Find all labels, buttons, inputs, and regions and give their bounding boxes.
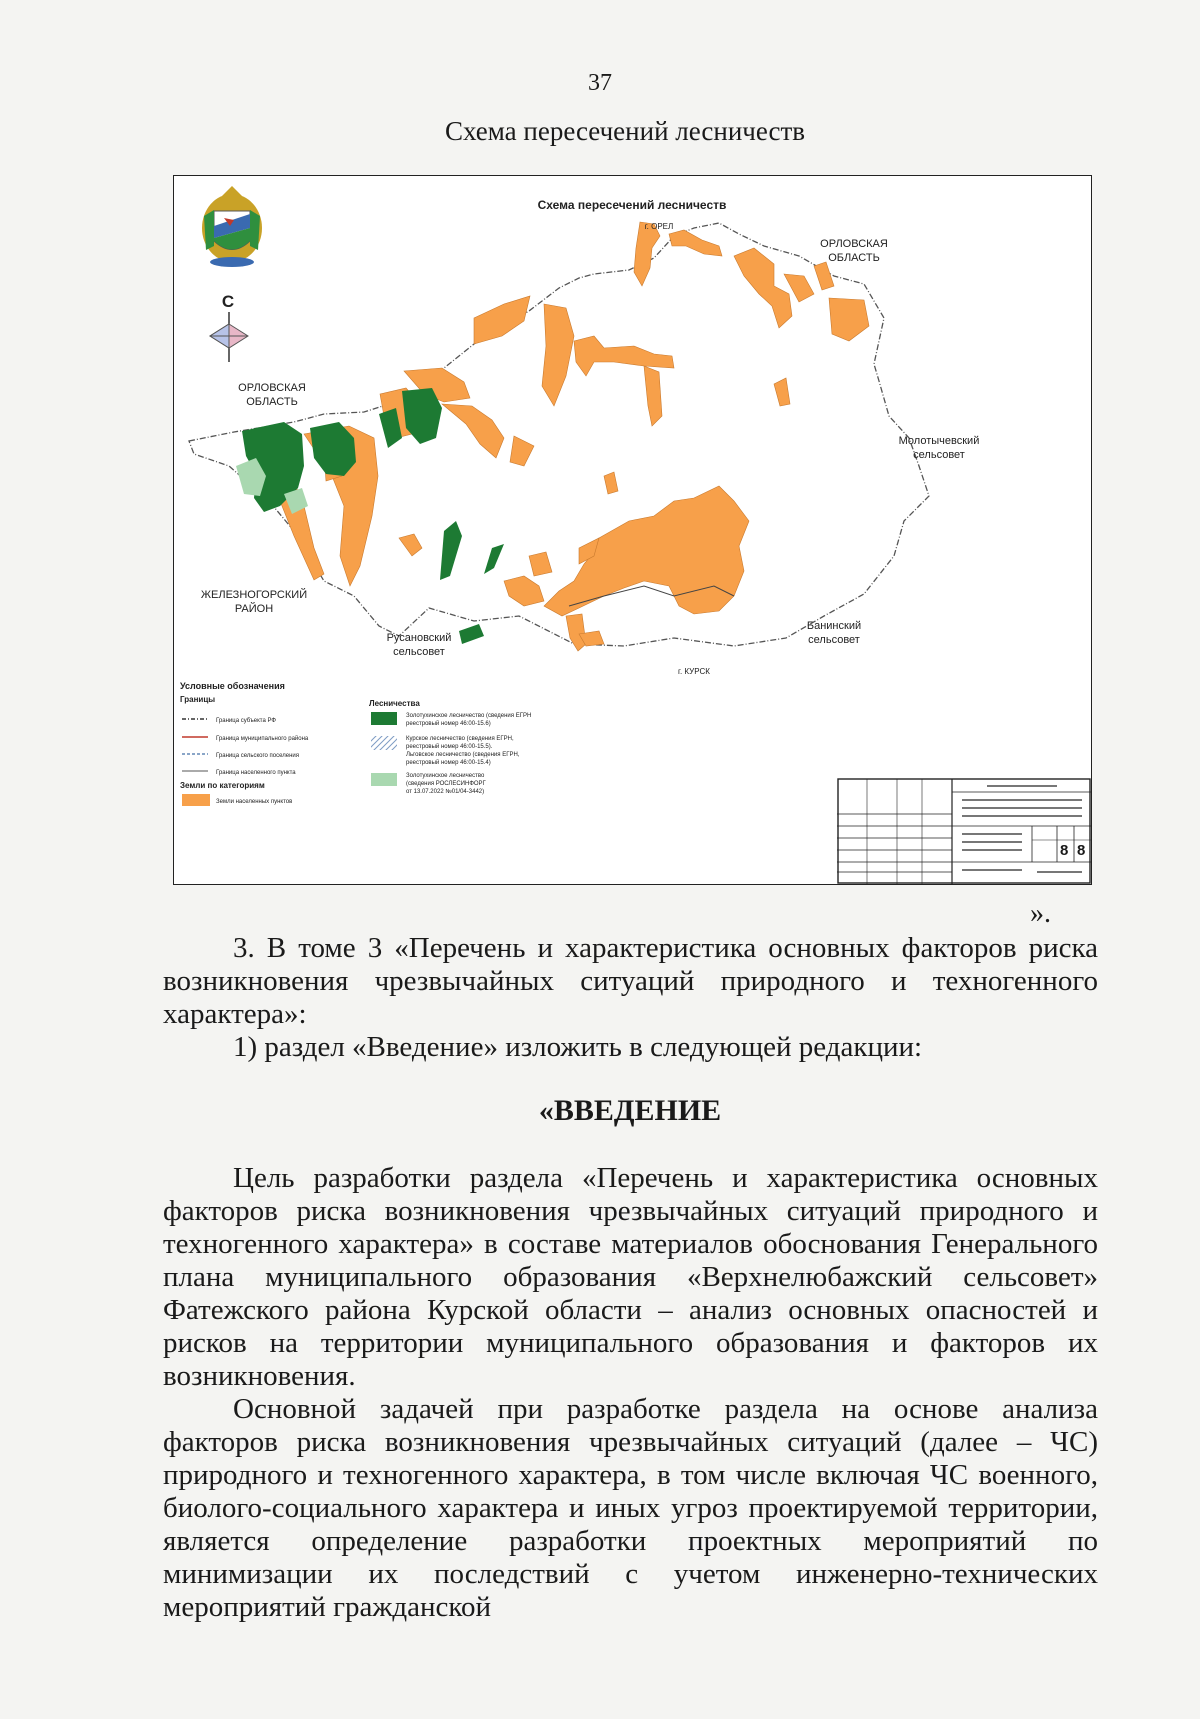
amendment-item: 1) раздел «Введение» изложить в следующей редакции:	[233, 1031, 923, 1063]
label-rusanovsky: Русановский	[386, 632, 452, 644]
svg-text:Золотухинское лесничество: Золотухинское лесничество	[406, 773, 485, 779]
label-molotychevsky: Молотычевский	[898, 435, 980, 447]
label-orel-region-top: ОРЛОВСКАЯ	[820, 238, 888, 250]
svg-text:от 13.07.2022 №01/04-3442): от 13.07.2022 №01/04-3442)	[406, 789, 485, 795]
svg-text:сельсовет: сельсовет	[393, 646, 445, 658]
svg-text:реестровый номер 46:00-15.5).: реестровый номер 46:00-15.5).	[406, 744, 493, 750]
label-city-kursk: г. КУРСК	[678, 667, 710, 676]
svg-text:ОБЛАСТЬ: ОБЛАСТЬ	[246, 396, 298, 408]
drawing-title-block	[837, 778, 1091, 884]
page-number: 37	[588, 70, 612, 96]
svg-text:(сведения РОСЛЕСИНФОРГ: (сведения РОСЛЕСИНФОРГ	[406, 781, 486, 787]
svg-text:ОБЛАСТЬ: ОБЛАСТЬ	[828, 252, 880, 264]
label-orel-region-left: ОРЛОВСКАЯ	[238, 382, 306, 394]
map-title: Схема пересечений лесничеств	[537, 198, 727, 212]
stamp-sheet-count: 8	[1077, 842, 1086, 859]
svg-text:С: С	[221, 292, 235, 311]
svg-text:Земли по категориям: Земли по категориям	[180, 781, 265, 790]
svg-text:РАЙОН: РАЙОН	[234, 603, 274, 615]
svg-text:Границы: Границы	[180, 695, 216, 704]
coat-of-arms-emblem	[202, 186, 262, 267]
svg-text:Граница субъекта РФ: Граница субъекта РФ	[216, 718, 276, 724]
map-legend	[180, 681, 531, 806]
svg-text:Граница сельского поселения: Граница сельского поселения	[216, 753, 300, 759]
forestry-map	[173, 175, 1092, 885]
svg-text:сельсовет: сельсовет	[913, 449, 965, 461]
label-baninsky: Банинский	[806, 620, 862, 632]
svg-text:Граница населенного пункта: Граница населенного пункта	[216, 770, 296, 776]
svg-text:Граница муниципального района: Граница муниципального района	[216, 736, 309, 742]
section-heading: «ВВЕДЕНИЕ	[538, 1094, 722, 1127]
svg-text:Земли населенных пунктов: Земли населенных пунктов	[216, 799, 293, 805]
closing-quote: ».	[1030, 898, 1051, 929]
paragraph-goal: Цель разработки раздела «Перечень и характеристика основных факторов риска возникновения чрезвычайных ситуаций природного и техногенного характера» в составе материалов обоснования Генерального плана муниципального образования «Верхнелюбажский сельсовет» Фатежского района Курской области – анализ основных опасностей и рисков на территории муниципального образования и факторов их возникновения.	[163, 1162, 1098, 1392]
svg-text:Золотухинское лесничество (све: Золотухинское лесничество (сведения ЕГРН	[406, 713, 532, 719]
svg-text:Лесничества: Лесничества	[369, 699, 420, 708]
svg-text:реестровый номер 46:00-15.4): реестровый номер 46:00-15.4)	[406, 760, 491, 766]
svg-text:Условные обозначения: Условные обозначения	[180, 681, 285, 691]
body-text	[163, 1162, 1098, 1624]
svg-text:Курское лесничество (сведения: Курское лесничество (сведения ЕГРН,	[406, 736, 514, 742]
north-arrow-icon	[210, 292, 248, 362]
svg-text:реестровый номер 46:00-15.6): реестровый номер 46:00-15.6)	[406, 721, 491, 727]
svg-text:сельсовет: сельсовет	[808, 634, 860, 646]
settlement-lands	[270, 222, 869, 651]
amendment-paragraph: 3. В томе 3 «Перечень и характеристика основных факторов риска возникновения чрезвычайных ситуаций природного и техногенного характера»: 1) раздел «Введение» изложить в следующей редакции:	[163, 932, 1098, 1063]
label-city-orel: г. ОРЕЛ	[644, 222, 674, 231]
paragraph-task: Основной задачей при разработке раздела на основе анализа факторов риска возникновения чрезвычайных ситуаций (далее – ЧС) природного и техногенного характера, в том числе включая ЧС военного, биолого-социального характера и иных угроз проектируемой территории, является определение разработки проектных мероприятий по минимизации их последствий с учетом инженерно-технических мероприятий гражданской	[163, 1393, 1098, 1623]
figure-caption: Схема пересечений лесничеств	[444, 116, 806, 146]
stamp-sheet-number: 8	[1060, 842, 1069, 859]
label-zheleznogorsky: ЖЕЛЕЗНОГОРСКИЙ	[200, 589, 308, 601]
svg-text:Льговское лесничество (сведени: Льговское лесничество (сведения ЕГРН,	[406, 752, 520, 758]
